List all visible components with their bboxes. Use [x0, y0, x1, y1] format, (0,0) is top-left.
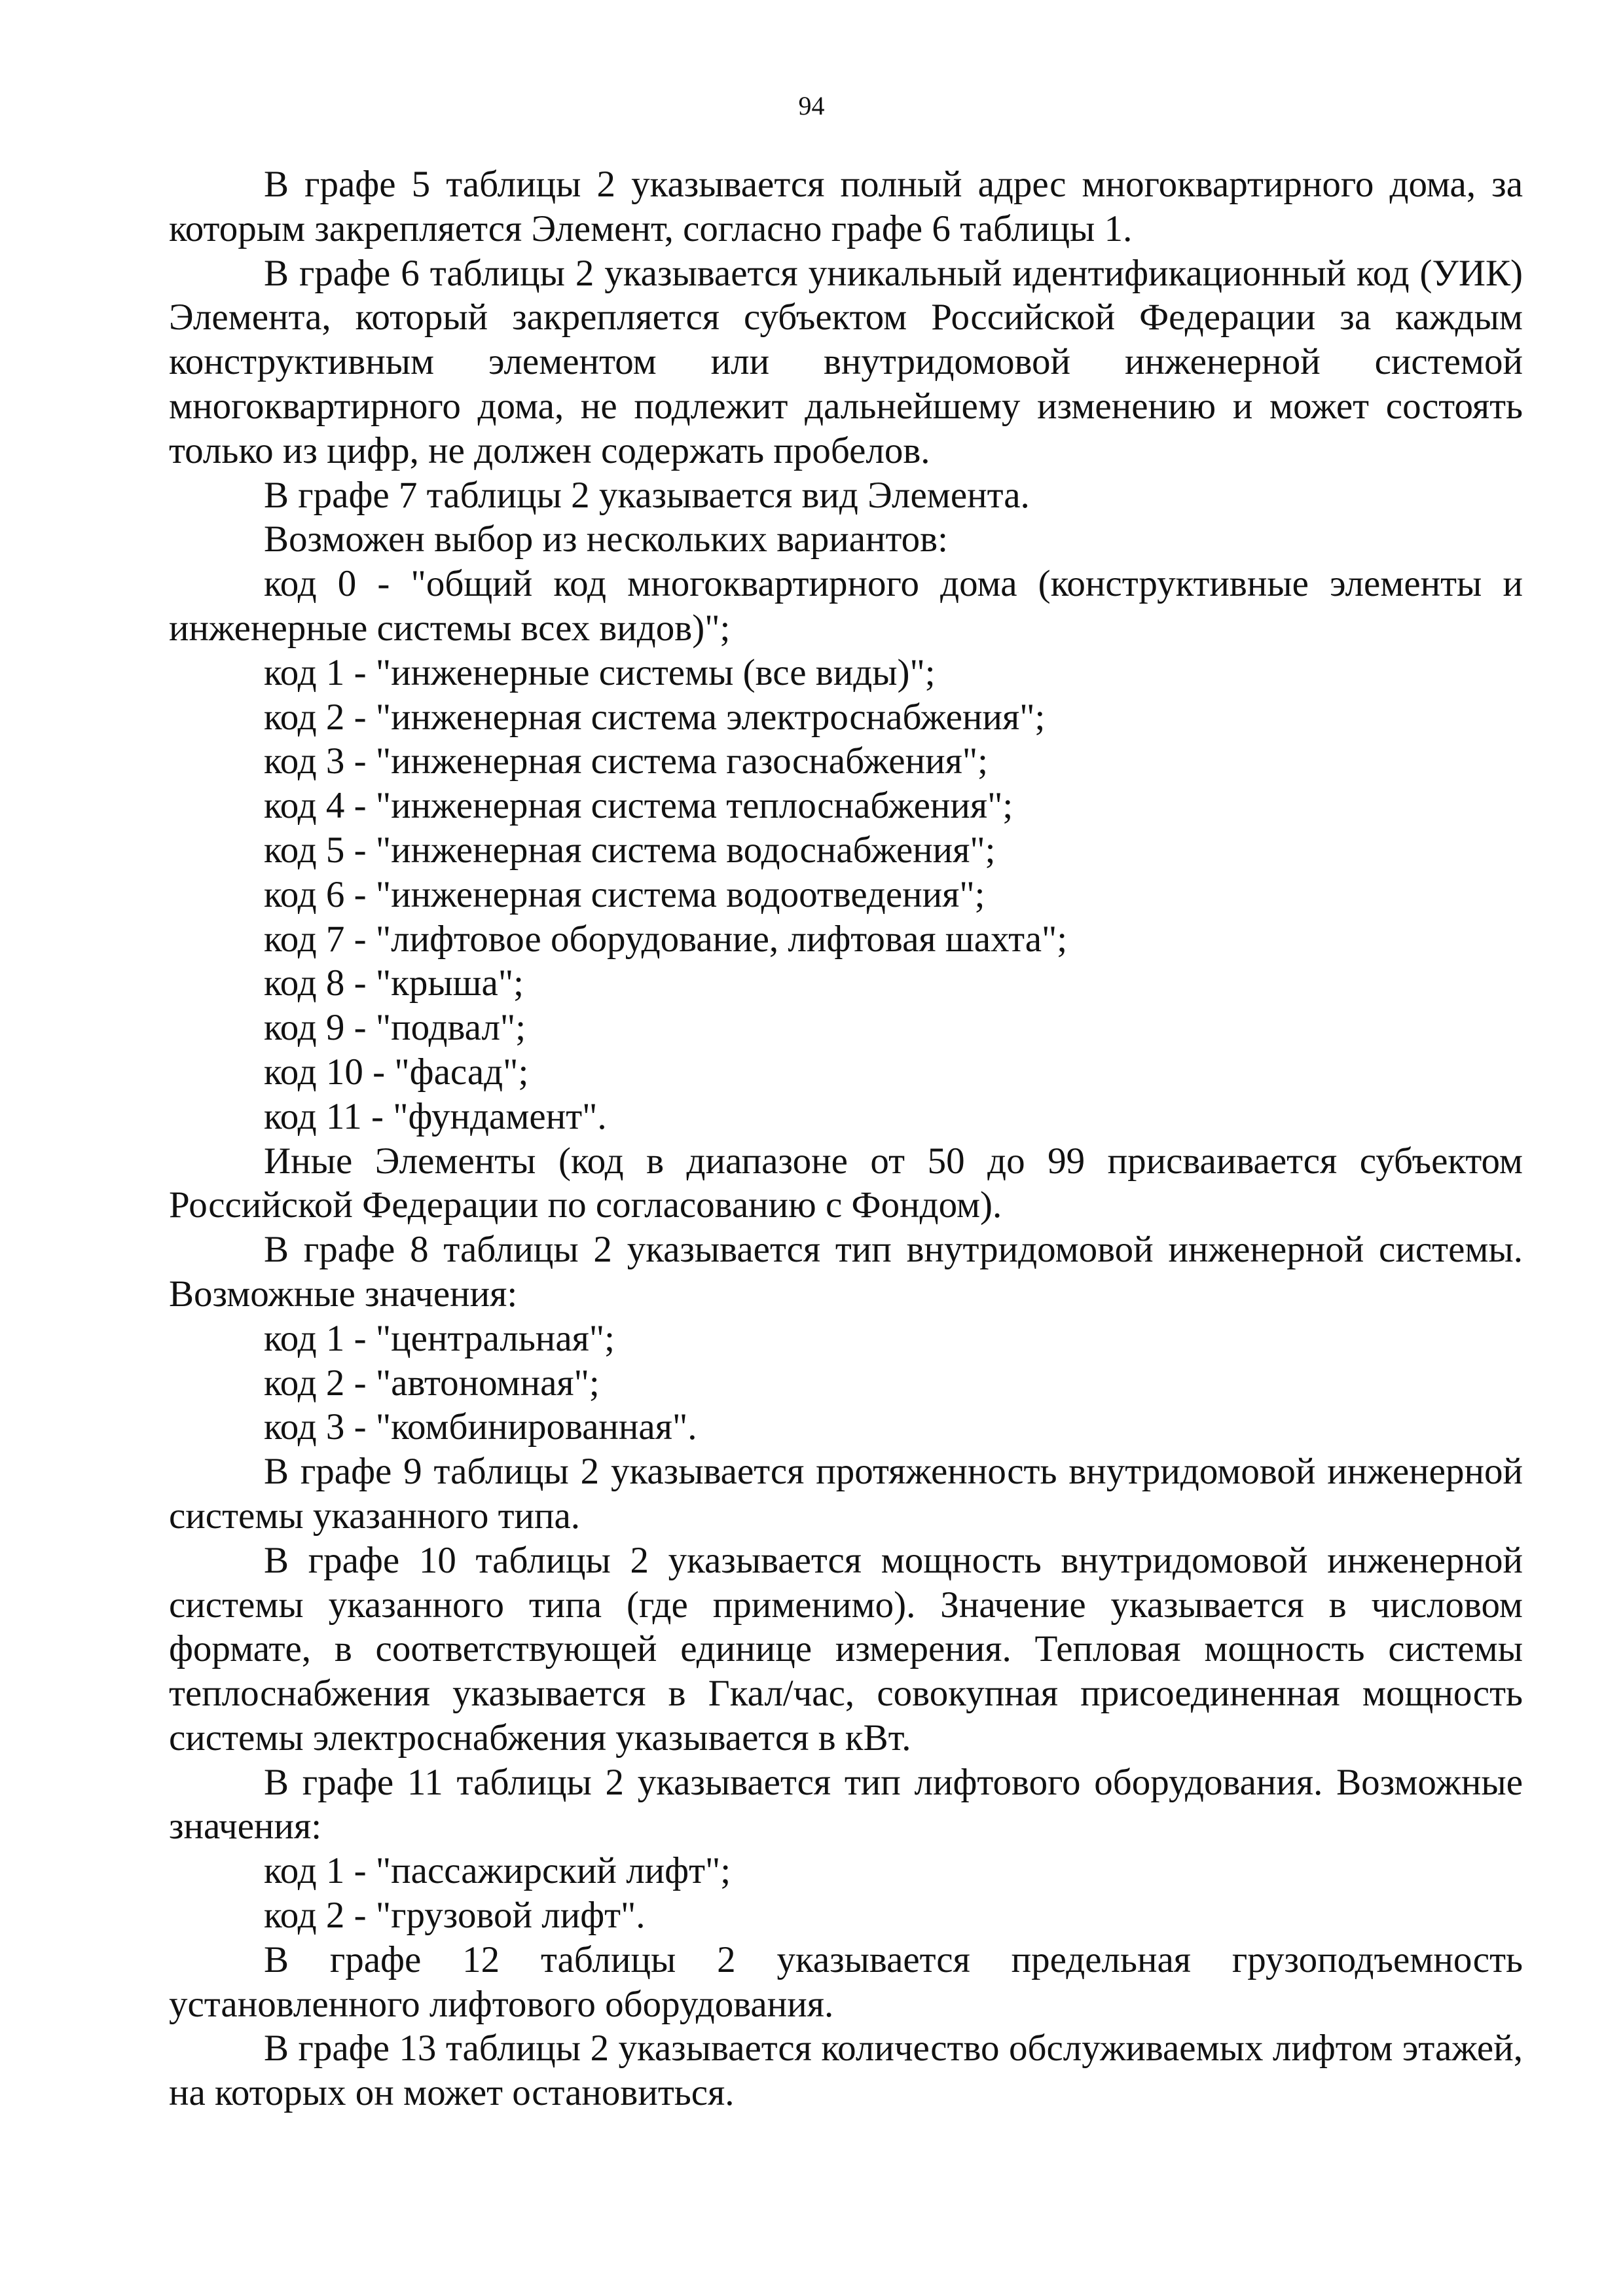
- list-item-lift-type-2: код 2 - "грузовой лифт".: [264, 1895, 646, 1937]
- paragraph-grafa-7: В графе 7 таблицы 2 указывается вид Элемента.: [264, 474, 1030, 516]
- paragraph-grafa-11: В графе 11 таблицы 2 указывается тип лифтового оборудования. Возможные значения:: [169, 1761, 1523, 1848]
- paragraph-grafa-8: В графе 8 таблицы 2 указывается тип внутридомовой инженерной системы. Возможные значения:: [169, 1229, 1523, 1315]
- list-item-lift-type-1: код 1 - "пассажирский лифт";: [264, 1850, 731, 1892]
- paragraph-grafa-6: В графе 6 таблицы 2 указывается уникальный идентификационный код (УИК) Элемента, который закрепляется субъектом Российской Федерации за каждым конструктивным элементом или внутридомовой инженерной системой многоквартирного дома, не подлежит дальнейшему изменению и может состоять только из цифр, не должен содержать пробелов.: [169, 252, 1523, 471]
- list-item-code-0: код 0 - "общий код многоквартирного дома (конструктивные элементы и инженерные системы всех видов)";: [169, 563, 1523, 649]
- list-item-code-2: код 2 - "инженерная система электроснабжения";: [264, 696, 1046, 738]
- list-item-code-7: код 7 - "лифтовое оборудование, лифтовая шахта";: [264, 918, 1068, 960]
- list-item-code-9: код 9 - "подвал";: [264, 1007, 526, 1049]
- list-item-code-4: код 4 - "инженерная система теплоснабжения";: [264, 785, 1013, 827]
- paragraph-other-elements: Иные Элементы (код в диапазоне от 50 до 99 присваивается субъектом Российской Федерации по согласованию с Фондом).: [169, 1140, 1523, 1226]
- paragraph-grafa-9: В графе 9 таблицы 2 указывается протяженность внутридомовой инженерной системы указанного типа.: [169, 1451, 1523, 1537]
- paragraph-variants-intro: Возможен выбор из нескольких вариантов:: [264, 519, 948, 560]
- list-item-code-5: код 5 - "инженерная система водоснабжения";: [264, 829, 996, 871]
- list-item-system-type-3: код 3 - "комбинированная".: [264, 1406, 697, 1448]
- paragraph-grafa-5: В графе 5 таблицы 2 указывается полный адрес многоквартирного дома, за которым закрепляется Элемент, согласно графе 6 таблицы 1.: [169, 164, 1523, 249]
- paragraph-grafa-10: В графе 10 таблицы 2 указывается мощность внутридомовой инженерной системы указанного типа (где применимо). Значение указывается в числовом формате, в соответствующей единице измерения. Тепловая мощность системы теплоснабжения указывается в Гкал/час, совокупная присоединенная мощность системы электроснабжения указывается в кВт.: [169, 1539, 1523, 1758]
- list-item-system-type-2: код 2 - "автономная";: [264, 1362, 600, 1404]
- list-item-code-6: код 6 - "инженерная система водоотведения";: [264, 873, 985, 915]
- list-item-code-1: код 1 - "инженерные системы (все виды)";: [264, 651, 936, 693]
- page-number: 94: [798, 91, 825, 120]
- list-item-code-10: код 10 - "фасад";: [264, 1051, 529, 1093]
- list-item-code-11: код 11 - "фундамент".: [264, 1095, 607, 1137]
- list-item-code-3: код 3 - "инженерная система газоснабжения";: [264, 740, 988, 782]
- paragraph-grafa-13: В графе 13 таблицы 2 указывается количество обслуживаемых лифтом этажей, на которых он может остановиться.: [169, 2028, 1523, 2114]
- list-item-code-8: код 8 - "крыша";: [264, 962, 524, 1004]
- list-item-system-type-1: код 1 - "центральная";: [264, 1317, 615, 1359]
- paragraph-grafa-12: В графе 12 таблицы 2 указывается предельная грузоподъемность установленного лифтового оборудования.: [169, 1939, 1523, 2025]
- document-body: [169, 162, 1523, 2115]
